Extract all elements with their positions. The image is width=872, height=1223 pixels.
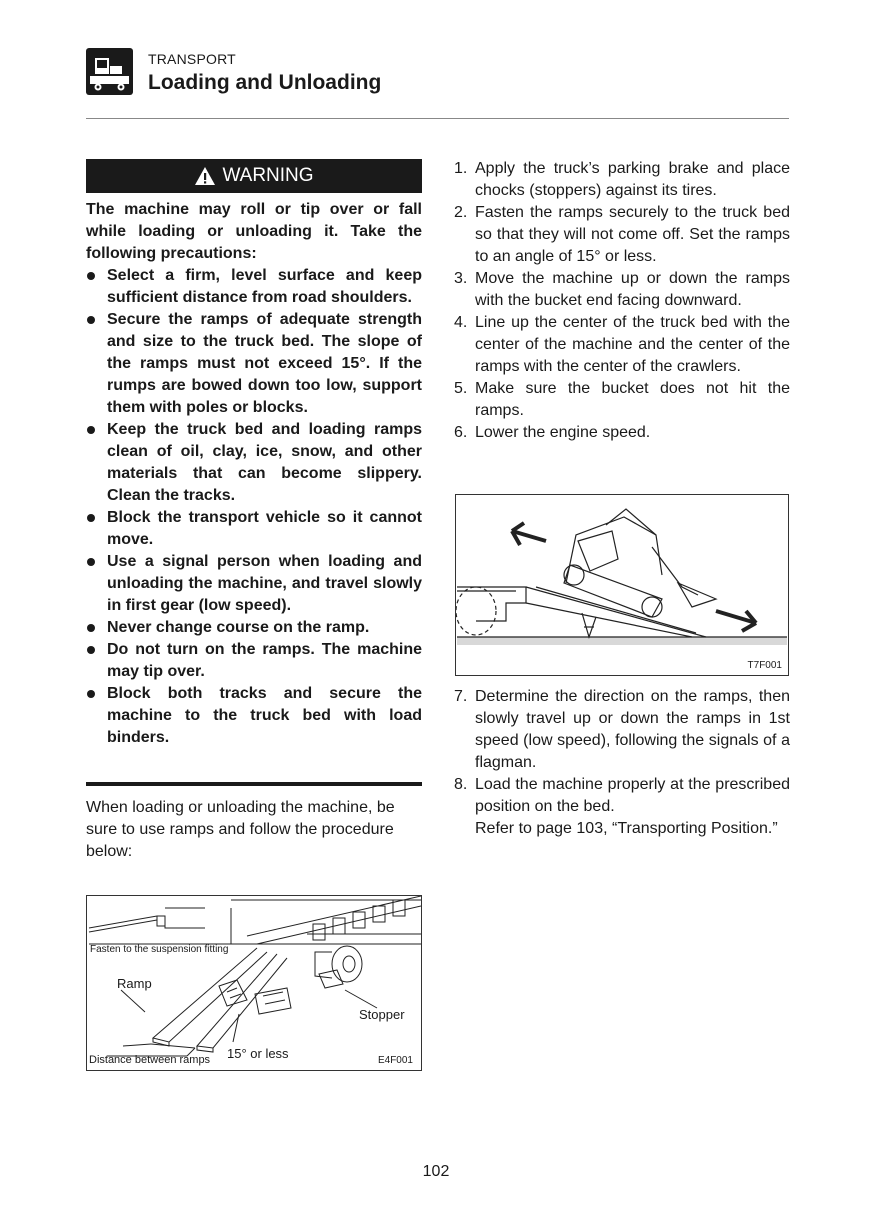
machine-drawing [456,495,788,675]
warning-body [86,199,422,749]
bullet-icon [87,646,95,654]
page-reference: Refer to page 103, “Transporting Position.” [475,820,778,837]
intro-paragraph: When loading or unloading the machine, be sure to use ramps and follow the procedure below: [86,799,395,860]
bullet-icon [87,316,95,324]
step-item: 1. Apply the truck’s parking brake and place chocks (stoppers) against its tires. [454,160,790,199]
bullet-icon [87,690,95,698]
ramps-figure [86,895,422,1071]
figure-code: E4F001 [377,1055,413,1066]
warning-item: Keep the truck bed and loading ramps clean of oil, clay, ice, snow, and other materials that can become slippery. Clean the tracks. [86,419,422,507]
warning-intro: The machine may roll or tip over or fall while loading or unloading it. Take the following precautions: [86,201,422,262]
step-item: 3. Move the machine up or down the ramps with the bucket end facing downward. [454,270,790,309]
step-item: 5. Make sure the bucket does not hit the ramps. [454,380,790,419]
warning-item: Block the transport vehicle so it cannot move. [86,507,422,551]
bullet-icon [87,272,95,280]
transport-icon [86,48,133,95]
warning-item: Block both tracks and secure the machine to the truck bed with load binders. [86,683,422,749]
bullet-icon [87,426,95,434]
page-number: 102 [422,1163,450,1180]
warning-title: WARNING [222,165,314,186]
angle-label: 15° or less [227,1046,289,1061]
figure-code: T7F001 [747,660,782,671]
page-title: Loading and Unloading [148,71,382,94]
ramp-label: Ramp [117,976,152,991]
step-item: 8. Load the machine properly at the prescribed position on the bed. Refer to page 103, “Transporting Position.” [454,774,790,840]
warning-end-rule [86,782,422,786]
warning-item: Secure the ramps of adequate strength and size to the truck bed. The slope of the ramps must not exceed 15°. If the rumps are bowed down too low, support them with poles or blocks. [86,309,422,419]
header-divider [86,118,789,119]
step-item: 2. Fasten the ramps securely to the truck bed so that they will not come off. Set the ramps to an angle of 15° or less. [454,204,790,265]
bullet-icon [87,624,95,632]
bullet-icon [87,514,95,522]
section-label: TRANSPORT [148,51,236,67]
warning-list [86,265,422,749]
machine-on-ramp-figure [455,494,789,676]
warning-banner [86,159,422,193]
step-item: 7. Determine the direction on the ramps, then slowly travel up or down the ramps in 1st speed (low speed), following the signals of a flagman. [454,688,790,771]
warning-item: Never change course on the ramp. [86,617,422,639]
procedure-steps-1-6 [454,158,790,444]
distance-label: Distance between ramps [89,1054,211,1066]
warning-item: Use a signal person when loading and unloading the machine, and travel slowly in first gear (low speed). [86,551,422,617]
procedure-steps-7-8 [454,686,790,840]
warning-triangle-icon [194,166,216,186]
stopper-label: Stopper [359,1007,405,1022]
step-item: 4. Line up the center of the truck bed with the center of the machine and the center of the ramps with the center of the crawlers. [454,314,790,375]
step-item: 6. Lower the engine speed. [454,424,651,441]
fasten-label: Fasten to the suspension fitting [90,944,229,955]
bullet-icon [87,558,95,566]
warning-item: Do not turn on the ramps. The machine may tip over. [86,639,422,683]
warning-item: Select a firm, level surface and keep sufficient distance from road shoulders. [86,265,422,309]
